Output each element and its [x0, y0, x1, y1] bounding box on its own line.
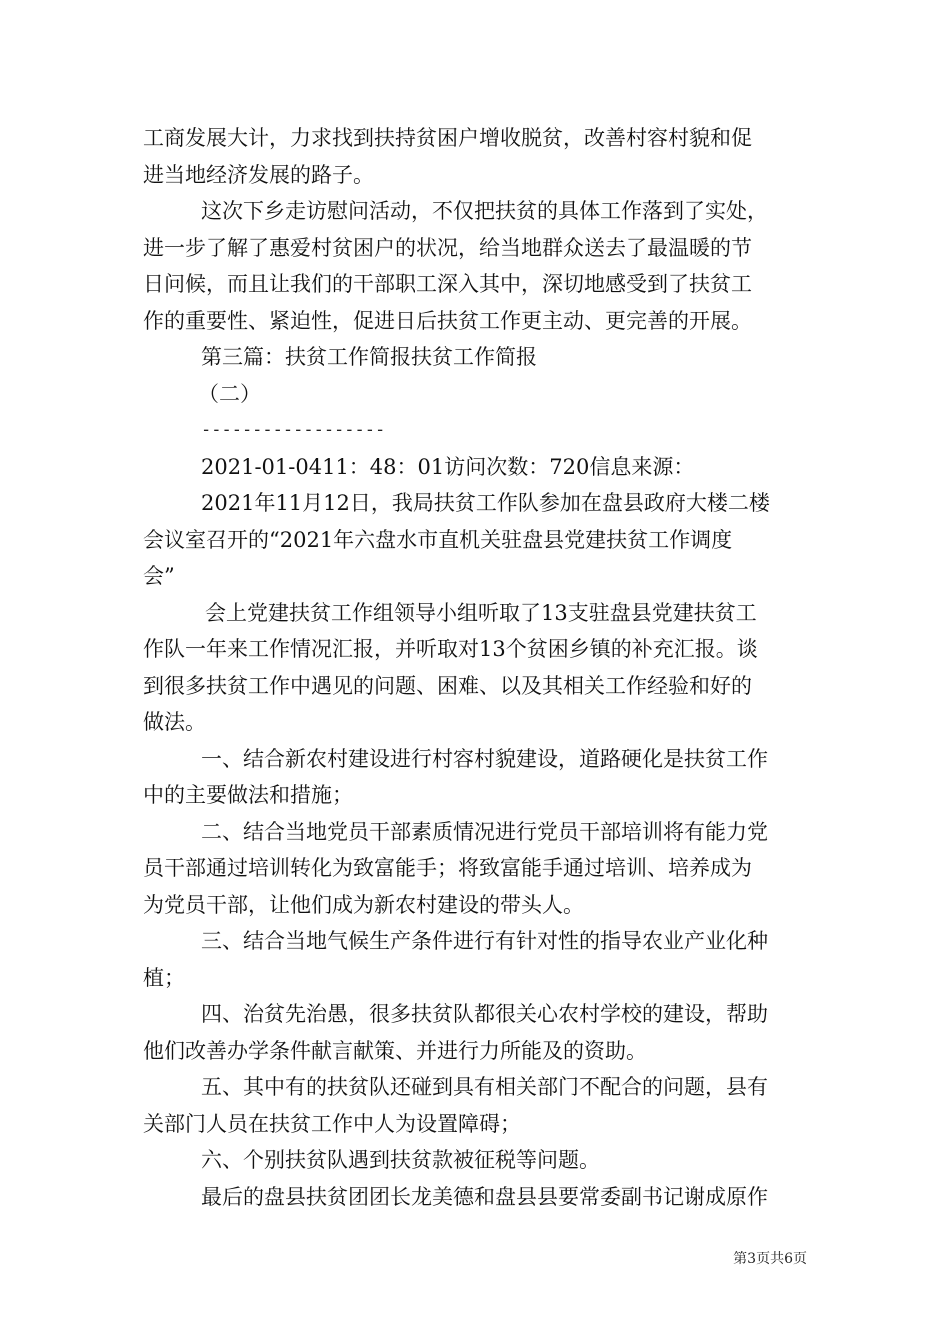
text-line: 这次下乡走访慰问活动，不仅把扶贫的具体工作落到了实处，	[201, 199, 768, 223]
text-line: 员干部通过培训转化为致富能手；将致富能手通过培训、培养成为	[143, 856, 752, 880]
text-line: 做法。	[143, 710, 206, 734]
meta-line: 2021-01-0411：48：01访问次数：720信息来源：	[201, 454, 695, 479]
text-line: 中的主要做法和措施；	[143, 783, 353, 807]
text-line: 最后的盘县扶贫团团长龙美德和盘县县要常委副书记谢成原作	[201, 1184, 768, 1209]
text-line: 会”	[143, 564, 175, 588]
page-number: 第3页共6页	[733, 1251, 807, 1267]
text-line: 进一步了解了惠爱村贫困户的状况，给当地群众送去了最温暖的节	[143, 235, 752, 260]
text-line: 作的重要性、紧迫性，促进日后扶贫工作更主动、更完善的开展。	[143, 308, 752, 333]
text-line: 作队一年来工作情况汇报，并听取对13个贫困乡镇的补充汇报。谈	[143, 637, 758, 661]
text-line: 为党员干部，让他们成为新农村建设的带头人。	[143, 892, 584, 917]
text-line: 植；	[143, 965, 185, 990]
text-line: 进当地经济发展的路子。	[143, 162, 374, 187]
text-line: 他们改善办学条件献言献策、并进行力所能及的资助。	[143, 1038, 647, 1063]
text-line: 关部门人员在扶贫工作中人为设置障碍；	[143, 1111, 521, 1136]
section-heading: 第三篇：扶贫工作简报扶贫工作简报	[201, 345, 537, 369]
list-item: 一、结合新农村建设进行村容村貌建设，道路硬化是扶贫工作	[201, 746, 768, 771]
list-item: 二、结合当地党员干部素质情况进行党员干部培训将有能力党	[201, 819, 768, 844]
text-line: 会上党建扶贫工作组领导小组听取了13支驻盘县党建扶贫工	[205, 600, 757, 625]
list-item: 五、其中有的扶贫队还碰到具有相关部门不配合的问题，县有	[201, 1075, 768, 1099]
text-line: 到很多扶贫工作中遇见的问题、困难、以及其相关工作经验和好的	[143, 673, 752, 698]
list-item: 四、治贫先治愚，很多扶贫队都很关心农村学校的建设，帮助	[201, 1002, 768, 1026]
list-item: 六、个别扶贫队遇到扶贫款被征税等问题。	[201, 1148, 600, 1172]
document-body	[143, 120, 808, 1215]
text-line: 日问候，而且让我们的干部职工深入其中，深切地感受到了扶贫工	[143, 272, 752, 296]
divider-dashes: ------------------	[201, 420, 386, 440]
text-line: 2021年11月12日，我局扶贫工作队参加在盘县政府大楼二楼	[201, 491, 770, 515]
section-subheading: （二）	[198, 381, 261, 406]
text-line: 会议室召开的“2021年六盘水市直机关驻盘县党建扶贫工作调度	[143, 527, 733, 552]
text-line: 工商发展大计，力求找到扶持贫困户增收脱贫，改善村容村貌和促	[143, 126, 752, 150]
list-item: 三、结合当地气候生产条件进行有针对性的指导农业产业化种	[201, 929, 768, 953]
